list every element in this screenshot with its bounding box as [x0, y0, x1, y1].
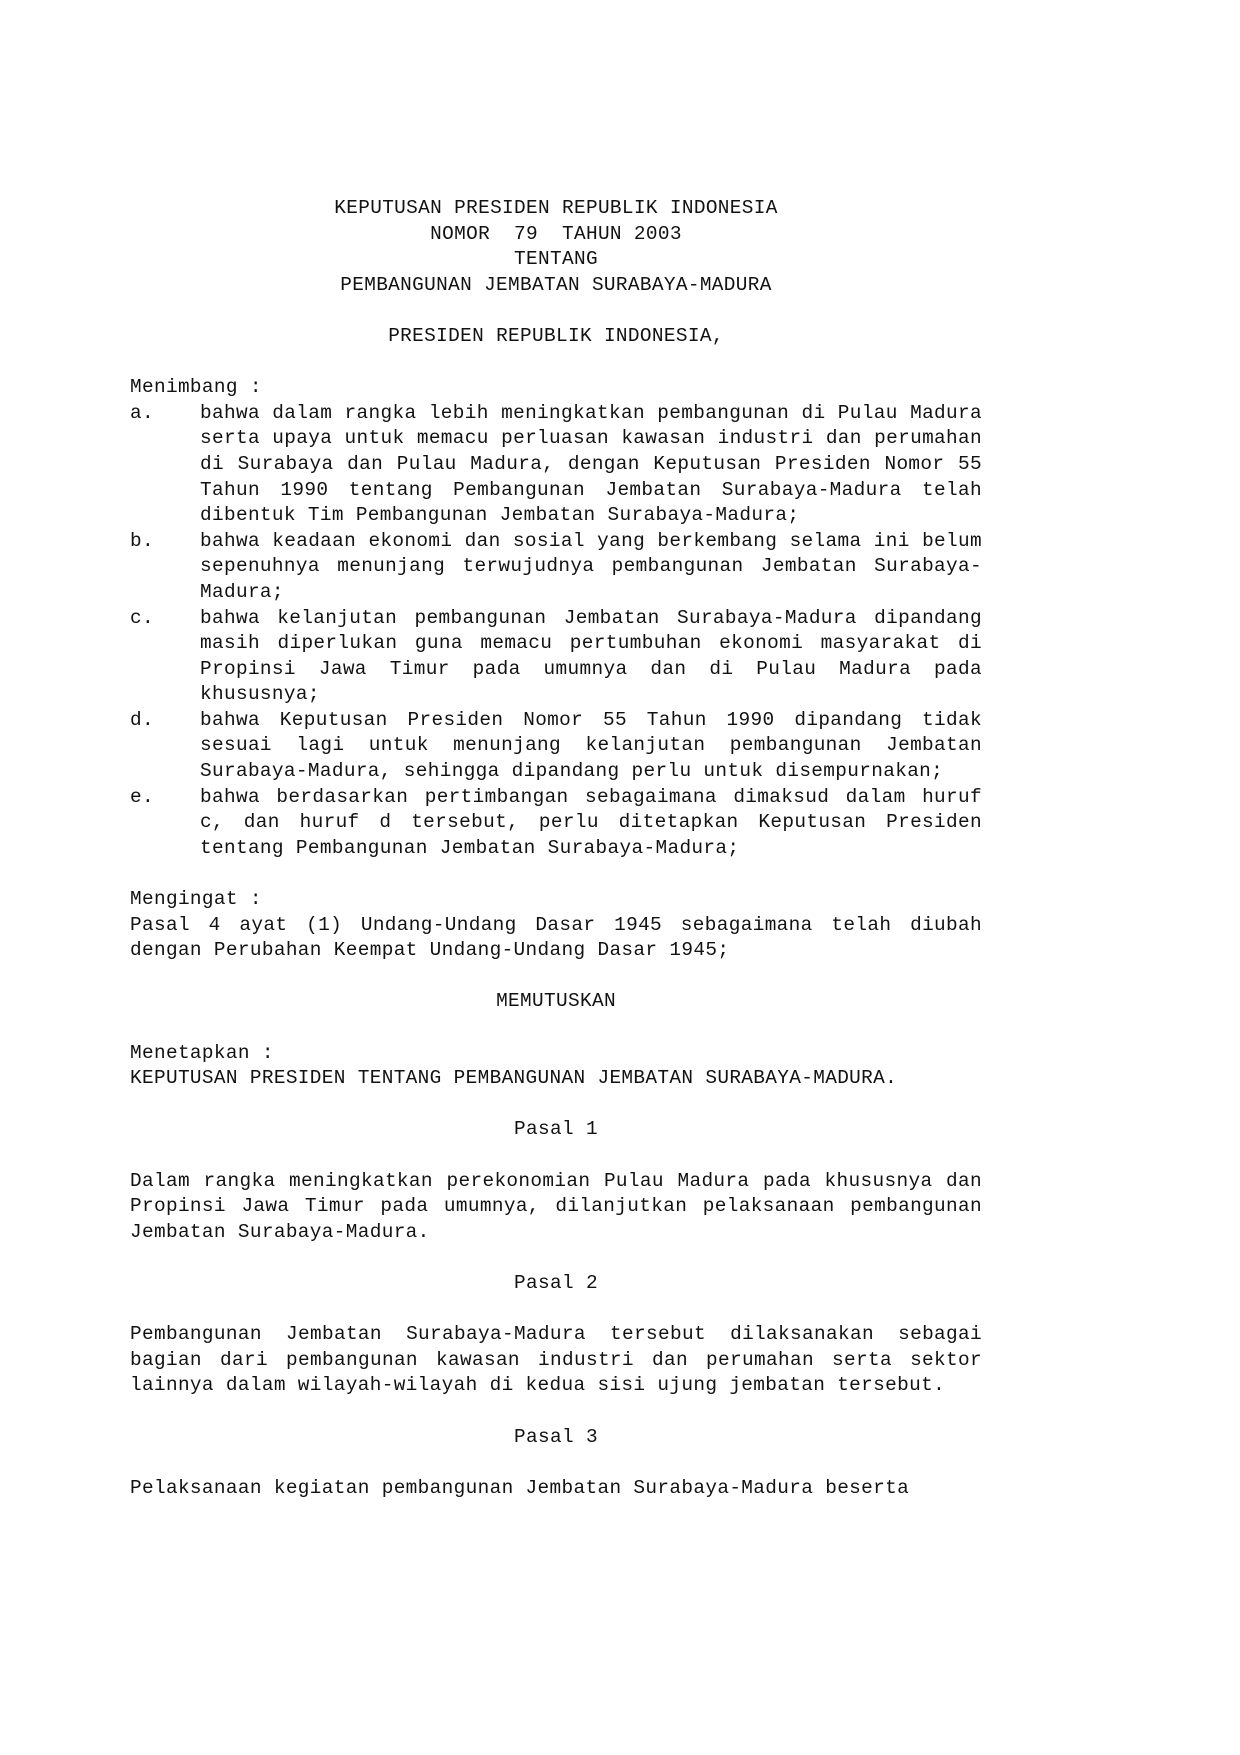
- list-item-marker: c.: [130, 606, 154, 629]
- spacer: [130, 298, 982, 324]
- spacer: [130, 1450, 982, 1476]
- list-item-marker: d.: [130, 708, 154, 731]
- spacer: [130, 1015, 982, 1041]
- spacer: [130, 1297, 982, 1323]
- list-item-text: bahwa keadaan ekonomi dan sosial yang berkembang selama ini belum sepenuhnya menunjang terwujudnya pembangunan Jembatan Surabaya-Madura;: [200, 529, 994, 603]
- title-line-1: KEPUTUSAN PRESIDEN REPUBLIK INDONESIA: [334, 197, 778, 219]
- document-body: [130, 196, 994, 1501]
- list-item-text: bahwa kelanjutan pembangunan Jembatan Surabaya-Madura dipandang masih diperlukan guna memacu pertumbuhan ekonomi masyarakat di Propinsi Jawa Timur pada umumnya dan di Pulau Madura pada khususnya;: [200, 606, 994, 706]
- list-item-marker: e.: [130, 785, 154, 808]
- title-line-4: PEMBANGUNAN JEMBATAN SURABAYA-MADURA: [340, 273, 772, 296]
- considering-label: Menimbang :: [130, 376, 262, 399]
- establishing-text: KEPUTUSAN PRESIDEN TENTANG PEMBANGUNAN JEMBATAN SURABAYA-MADURA.: [130, 1067, 898, 1090]
- list-item-text: bahwa Keputusan Presiden Nomor 55 Tahun 1990 dipandang tidak sesuai lagi untuk menunjang kelanjutan pembangunan Jembatan Surabaya-Madura, sehingga dipandang perlu untuk disempurnakan;: [200, 708, 994, 783]
- title-line-2: NOMOR 79 TAHUN 2003: [430, 222, 682, 245]
- spacer: [130, 1399, 982, 1425]
- list-item-marker: a.: [130, 401, 154, 424]
- list-item-text: bahwa berdasarkan pertimbangan sebagaimana dimaksud dalam huruf c, dan huruf d tersebut, perlu ditetapkan Keputusan Presiden tentang Pembangunan Jembatan Surabaya-Madura;: [200, 785, 994, 859]
- article-body-1: Dalam rangka meningkatkan perekonomian Pulau Madura pada khususnya dan Propinsi Jawa Timur pada umumnya, dilanjutkan pelaksanaan pembangunan Jembatan Surabaya-Madura.: [130, 1169, 994, 1243]
- establishing-label: Menetapkan :: [130, 1041, 274, 1064]
- recalling-text: Pasal 4 ayat (1) Undang-Undang Dasar 1945 sebagaimana telah diubah dengan Perubahan Keempat Undang-Undang Dasar 1945;: [130, 913, 994, 962]
- list-item: [130, 785, 994, 862]
- article-body-2: Pembangunan Jembatan Surabaya-Madura tersebut dilaksanakan sebagai bagian dari pembangunan kawasan industri dan perumahan serta sektor lainnya dalam wilayah-wilayah di kedua sisi ujung jembatan tersebut.: [130, 1323, 994, 1397]
- recalling-label: Mengingat :: [130, 888, 262, 911]
- list-item-marker: b.: [130, 529, 154, 552]
- article-title-3: Pasal 3: [514, 1425, 598, 1448]
- list-item: [130, 708, 994, 785]
- spacer: [130, 964, 982, 990]
- spacer: [130, 350, 982, 376]
- list-item: [130, 529, 994, 606]
- authority-line: PRESIDEN REPUBLIK INDONESIA,: [388, 324, 724, 347]
- decides-heading: MEMUTUSKAN: [496, 990, 616, 1013]
- list-item: [130, 606, 994, 708]
- spacer: [130, 1143, 982, 1169]
- article-title-2: Pasal 2: [514, 1271, 598, 1294]
- spacer: [130, 861, 982, 887]
- list-item: [130, 401, 994, 529]
- title-line-3: TENTANG: [514, 248, 598, 271]
- document-title-block: [130, 196, 982, 298]
- article-body-3: Pelaksanaan kegiatan pembangunan Jembatan Surabaya-Madura beserta: [130, 1476, 910, 1499]
- spacer: [130, 1245, 982, 1271]
- article-title-1: Pasal 1: [514, 1118, 598, 1141]
- list-item-text: bahwa dalam rangka lebih meningkatkan pembangunan di Pulau Madura serta upaya untuk memacu perluasan kawasan industri dan perumahan di Surabaya dan Pulau Madura, dengan Keputusan Presiden Nomor 55 Tahun 1990 tentang Pembangunan Jembatan Surabaya-Madura telah dibentuk Tim Pembangunan Jembatan Surabaya-Madura;: [200, 401, 994, 527]
- spacer: [130, 1092, 982, 1118]
